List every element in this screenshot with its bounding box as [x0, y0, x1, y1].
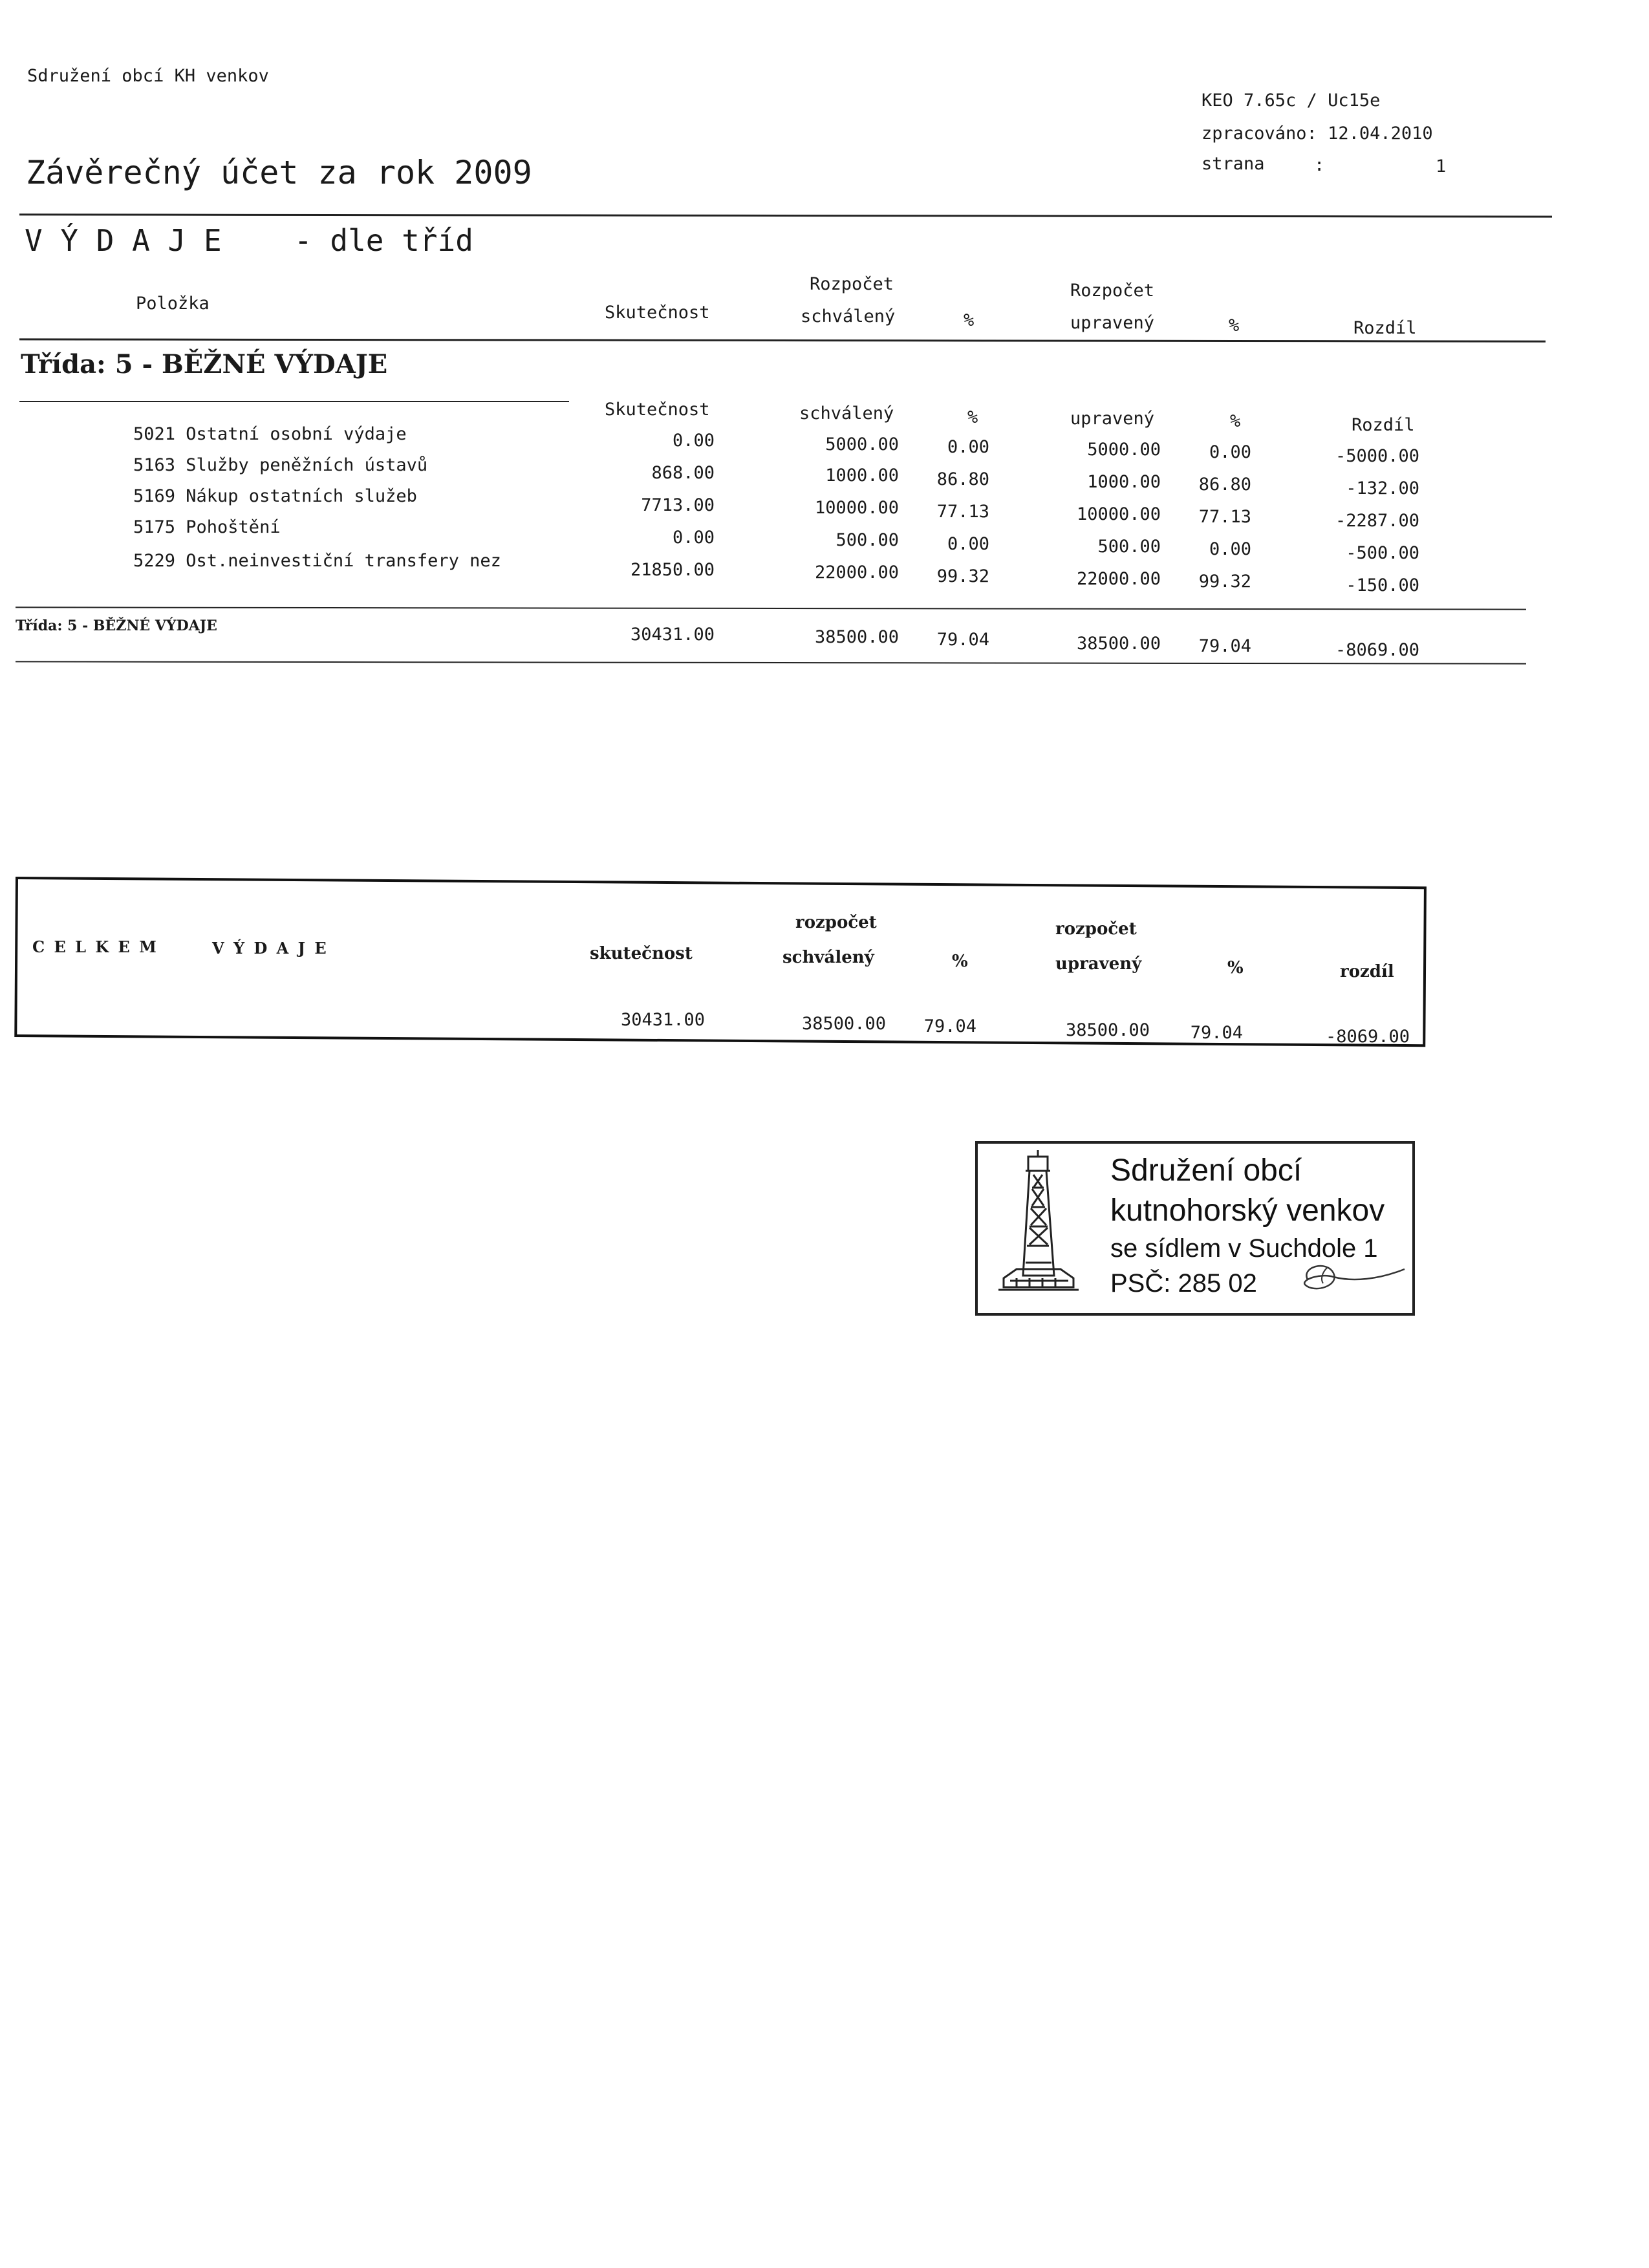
grand-head-rozdil: rozdíl — [1340, 962, 1394, 981]
signature-mark — [1282, 1254, 1411, 1305]
organization-name: Sdružení obcí KH venkov — [27, 66, 269, 86]
row-pct-2: 0.00 — [1209, 442, 1251, 462]
row-skutecnost: 0.00 — [672, 431, 715, 451]
col-head-pct-2: % — [1229, 316, 1240, 336]
processed-date: zpracováno: 12.04.2010 — [1202, 123, 1433, 144]
col-head-skutecnost: Skutečnost — [605, 303, 710, 323]
class-total-upraveny: 38500.00 — [1076, 634, 1161, 654]
grand-total-pct-1: 79.04 — [923, 1016, 976, 1036]
header-rule — [19, 213, 1552, 217]
page-number: 1 — [1436, 156, 1447, 177]
class-title: Třída: 5 - BĚŽNÉ VÝDAJE — [21, 349, 388, 380]
grand-head-pct-2: % — [1227, 958, 1244, 978]
row-item: 5175 Pohoštění — [133, 517, 281, 537]
row-schvaleny: 5000.00 — [825, 434, 899, 455]
grand-total-skutecnost: 30431.00 — [620, 1010, 705, 1030]
col-head-rozdil: Rozdíl — [1353, 318, 1417, 338]
sub-head-rozdil: Rozdíl — [1352, 415, 1415, 435]
row-item: 5169 Nákup ostatních služeb — [133, 486, 417, 506]
row-upraveny: 5000.00 — [1087, 440, 1161, 460]
row-upraveny: 10000.00 — [1076, 504, 1161, 524]
page-separator: : — [1314, 155, 1325, 175]
grand-total-label-1: C E L K E M — [32, 937, 158, 956]
grand-total-schvaleny: 38500.00 — [801, 1014, 886, 1034]
class-title-underline — [19, 401, 569, 402]
sub-head-skutecnost: Skutečnost — [605, 400, 710, 420]
class-total-rozdil: -8069.00 — [1335, 640, 1419, 660]
grand-head-pct-1: % — [952, 952, 968, 971]
row-pct-2: 0.00 — [1209, 539, 1251, 559]
class-total-label: Třída: 5 - BĚŽNÉ VÝDAJE — [16, 617, 217, 634]
row-schvaleny: 500.00 — [835, 530, 899, 550]
row-upraveny: 500.00 — [1097, 537, 1161, 557]
lookout-tower-icon — [997, 1149, 1081, 1309]
row-schvaleny: 1000.00 — [825, 465, 899, 486]
grand-head-rozpocet-2: rozpočet — [1055, 919, 1137, 939]
stamp-line-4: PSČ: 285 02 — [1110, 1269, 1257, 1298]
row-pct-1: 77.13 — [936, 502, 989, 522]
stamp-line-1: Sdružení obcí — [1110, 1153, 1302, 1188]
sub-head-pct-2: % — [1230, 411, 1241, 431]
row-skutecnost: 7713.00 — [641, 495, 715, 515]
stamp-line-2: kutnohorský venkov — [1110, 1193, 1385, 1228]
row-pct-2: 99.32 — [1198, 572, 1251, 592]
row-item: 5163 Služby peněžních ústavů — [133, 455, 428, 475]
col-head-rozpocet-1: Rozpočet — [810, 274, 894, 294]
row-pct-2: 77.13 — [1198, 507, 1251, 527]
sub-head-pct-1: % — [967, 407, 978, 427]
grand-head-schvaleny: schválený — [782, 948, 874, 967]
row-skutecnost: 0.00 — [672, 528, 715, 548]
row-pct-1: 99.32 — [936, 566, 989, 586]
row-item: 5229 Ost.neinvestiční transfery nez — [133, 551, 501, 571]
row-upraveny: 22000.00 — [1076, 569, 1161, 589]
row-schvaleny: 22000.00 — [814, 562, 899, 583]
grand-total-label-2: V Ý D A J E — [212, 939, 329, 957]
col-head-schvaleny: schválený — [801, 306, 896, 326]
class-total-skutecnost: 30431.00 — [630, 625, 715, 645]
class-total-pct-1: 79.04 — [936, 630, 989, 650]
col-head-upraveny: upravený — [1070, 313, 1155, 333]
document-title: Závěrečný účet za rok 2009 — [26, 154, 532, 191]
class-total-pct-2: 79.04 — [1198, 636, 1251, 656]
row-rozdil: -500.00 — [1346, 543, 1419, 563]
class-total-top-rule — [16, 606, 1526, 610]
grand-total-box — [14, 877, 1427, 1047]
table-header-rule — [19, 338, 1546, 342]
row-pct-1: 0.00 — [947, 534, 989, 554]
sub-head-schvaleny: schválený — [799, 403, 894, 423]
row-item: 5021 Ostatní osobní výdaje — [133, 424, 407, 444]
row-upraveny: 1000.00 — [1087, 472, 1161, 492]
col-head-pct-1: % — [964, 310, 975, 330]
stamp-line-3: se sídlem v Suchdole 1 — [1110, 1234, 1378, 1263]
program-version: KEO 7.65c / Uc15e — [1202, 91, 1381, 111]
row-pct-2: 86.80 — [1198, 475, 1251, 495]
row-rozdil: -2287.00 — [1335, 511, 1419, 531]
row-skutecnost: 21850.00 — [630, 560, 715, 580]
row-pct-1: 0.00 — [947, 437, 989, 457]
grand-total-upraveny: 38500.00 — [1065, 1020, 1150, 1040]
col-head-rozpocet-2: Rozpočet — [1070, 281, 1155, 301]
row-pct-1: 86.80 — [936, 469, 989, 489]
grand-total-pct-2: 79.04 — [1190, 1023, 1243, 1043]
row-rozdil: -150.00 — [1346, 575, 1419, 595]
grand-head-rozpocet-1: rozpočet — [795, 913, 877, 932]
row-rozdil: -5000.00 — [1335, 446, 1419, 466]
col-head-polozka: Položka — [136, 294, 210, 314]
row-schvaleny: 10000.00 — [814, 498, 899, 518]
class-total-bottom-rule — [16, 661, 1526, 664]
class-total-schvaleny: 38500.00 — [814, 627, 899, 647]
sub-head-upraveny: upravený — [1070, 409, 1155, 429]
row-rozdil: -132.00 — [1346, 478, 1419, 498]
grand-head-skutecnost: skutečnost — [590, 944, 693, 963]
grand-total-rozdil: -8069.00 — [1325, 1027, 1410, 1047]
section-subtitle: - dle tříd — [294, 223, 473, 258]
page-label: strana — [1202, 154, 1265, 174]
organization-stamp — [975, 1141, 1415, 1316]
grand-head-upraveny: upravený — [1055, 954, 1142, 974]
row-skutecnost: 868.00 — [651, 463, 715, 483]
section-title: V Ý D A J E — [25, 223, 222, 258]
